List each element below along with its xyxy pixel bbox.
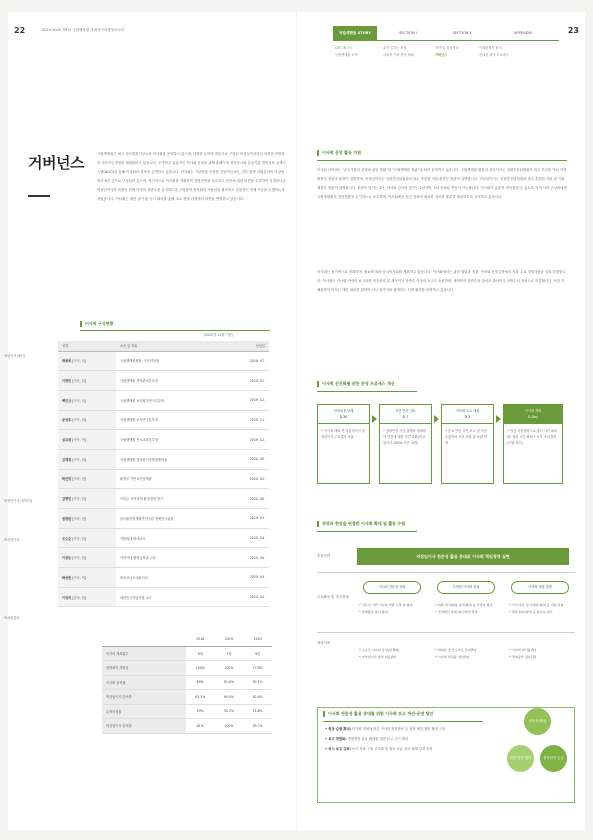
member-date: 2020. 06. [227,489,269,509]
stats-value: 100% [215,719,244,734]
stats-label: 이사회 개최횟수 [102,646,186,661]
board-table [58,341,269,607]
member-org: ㈜푸르너스대표이사 [116,568,227,588]
heading-line [317,531,417,532]
process-step-head: 이사회 개최 D-Day [504,405,562,424]
stats-value: 92.1% [243,675,272,690]
table-row [58,528,269,548]
board-operation-paragraph: 이사회 산하에는 "공공기관의 운영에 관한 법률"과 "국립생태원 정관"에 따라 운영하고 있습니다. 국립생태원 원장과 상임이사는 임원추천위원회의 복수 추천을 거쳐 각각 환경부 장관과 원장이 임명하며, 비상임이사는 임원추천위원회의 복수 추천을 거쳐 환경부 장관이 임명합니다. 비상임이사는 임원추천위원회의 복수 추천한 사람 중 기획재정부 장관이 임명합니다. 원장의 임기는 3년, 이사와 감사의 임기는 2년이며, 1년 단위로 연임이 가능합니다. 이사회가 효율적 의사결정 수 있도록 각 이사의 구성원에게 국립생태원의 경영현황을 주기적으로 보고하며, 이사회에서 안건 심의에 필요한 자료를 충분히 제공하도록 규정하고 있습니다. [317,168,567,199]
table-row [58,489,269,509]
member-name: 이정석 [감사, 남] [58,587,116,607]
intro-paragraph: 국립생태원은 최고 의사결정기구로서 이사회를 운영하고 있으며, 다양한 분야의 전문가로 구성된 비상임이사진의 의견을 반영하여 지속가능경영을 체계화하고 있습니다. 투명하고 효율적인 이사회 운영을 위해 홈페이지 경영공시와 공공기관 경영정보 공개시스템(ALIO)을 통해 이사회의 정보를 공개하고 있습니다. 이사회는 기관장을 포함한 상임이사 4인, 정부·환경 사회분야의 비상임이사 8인 등으로 구성되어 있으며, 정기적으로 이사회를 개최하여 경영현안을 공유하고 안건에 대한 의견을 수렴하여 의결합니다. 비상임이사의 비율이 전체 이사의 과반수를 유지하도록 구성하여 이사회의 독립성을 확보하고 실질적인 견제 기능을 수행하도록 하였습니다. 이사회는 매년 정기 및 임시 회의를 통해 주요 경영 과정에서 의견을 반영하고 있습니다. [97,152,287,201]
arrow-icon [434,415,439,423]
member-date: 2020. 04. [227,587,269,607]
sub-nav-column [335,45,358,59]
process-step [441,404,494,484]
col-header: 2018 [186,632,215,646]
circle-badge: 전문성 활용 [524,708,551,735]
stats-row [102,675,272,690]
table-row [58,430,269,450]
tab-appendix[interactable]: APPENDIX [513,31,533,35]
member-org: 국립생태원 조사연구본부장 [116,410,227,430]
board-stats-table [102,632,272,734]
sub-nav-item[interactable]: 사회적 가치 경영 체계 [383,53,414,57]
process-step-body: • 이사회 개최 전 비상임이사 및 상임이사 주요업무 조율 [321,429,365,439]
row-label: 성과지표 [317,641,331,645]
col-header: 소속 및 직위 [116,341,227,351]
stats-value: 77.8% [243,661,272,676]
process-heading: 이사회 선진화를 위한 운영 프로세스 개선 [317,381,395,387]
member-org: 국립생태원원장, 이사회의장 [116,351,227,371]
activity-list: • 사전 자료 및 설명회 확대 등 지원 강화 • 대면 회의 확대 등 충실성 제고 [509,603,564,614]
heading-line [317,391,417,392]
board-table-heading: 이사회 구성현황 [80,321,113,327]
table-row [58,568,269,588]
stats-row [102,646,272,661]
divider [317,572,575,573]
member-org: 대한민국산업연합 교수 [116,587,227,607]
left-page-number: 22 [14,26,26,35]
stats-value: 7회 [215,646,244,661]
board-operation-heading: 이사회 운영 활동 지원 [317,150,361,156]
strategy-box: 투명한 이사회 실현 [437,581,495,594]
member-org: 이화여대 환경공학과 교수 [116,548,227,568]
stats-value: 91.6% [215,675,244,690]
kpi-list: • 이사회 참석률(%) • 경영평가 점수(점) [509,648,537,659]
member-date: 2019. 12. [227,430,269,450]
process-step [317,404,370,484]
strategy-box: 이사회 지원 강화 [511,581,569,594]
sub-nav-item[interactable]: 전략 및 경영성과 [435,46,459,50]
board-heading-line [80,330,270,331]
heading-line [317,160,567,161]
stats-value: 29% [186,704,215,719]
table-row [58,390,269,410]
activity-list: • 전문성 기반 이사회 역량 구축 및 확대 • 경영활동 참여 확대 [359,603,413,614]
stats-value: 100% [215,661,244,676]
activity-list: • 회의 및 회의록 공개 확대 등 투명성 확보 • 경영혁신 과제 제시·의견 반영 [435,603,493,614]
right-page [297,12,585,830]
stats-label: 수정의결률 [102,704,186,719]
stats-row [102,690,272,705]
member-name: 조도순 [이사, 남] [58,528,116,548]
process-step-head: 사전조정 단계 D-30 [318,405,369,424]
stats-label: 비상임이사 출석률 [102,690,186,705]
process-step-final [503,404,563,484]
stats-row [102,719,272,734]
stats-value: 81% [186,719,215,734]
member-name: 문상호 [이사, 남] [58,410,116,430]
member-date: 2020. 04. [227,548,269,568]
board-group-label: 비상임이사 [4,538,20,542]
member-date: 2019. 11. [227,410,269,430]
kpi-list: • 소규모 이사회 운영(연 N회) • 비상임이사 발언 비중(%) [359,648,400,659]
row-label: 주요활동 및 추진과제 [317,595,349,599]
member-org: 환경부 자연보전정책관 [116,469,227,489]
member-org: 국립생태원 멸종위기종복원센터장 [116,449,227,469]
board-group-label: 비상임이사 (정부인) [4,499,33,503]
process-step [379,404,432,484]
stats-value: 92.9% [243,690,272,705]
table-row [58,449,269,469]
member-date: 2019. 01. [227,371,269,391]
circle-badge: 경영현안 공유 [540,745,567,772]
col-header: 선임일 [227,341,269,351]
member-name: 김재경 [이사, 남] [58,449,116,469]
sub-nav-item[interactable]: 중대성 평가 프로세스 [479,53,509,57]
stats-value: 11.8% [243,704,272,719]
table-row [58,469,269,489]
stats-row [102,661,272,676]
process-step-body: • 상정안건 사전 설명회 개최하여 안건에 대한 의견 교환(비상임이사 100% 사전 대면) [383,429,426,445]
member-date: 2018. 07. [227,351,269,371]
stats-value: 100% [186,661,215,676]
member-name: 심숙경 [이사, 여] [58,430,116,450]
tab-section-2[interactable]: SECTION Ⅱ [452,31,472,35]
stats-value: 9회 [243,646,272,661]
improvement-bullet: • 현장 순방 확대: 이사회 개최에 따른 이사의 현장방문 등 현장 체험 참여 확대 구성 [325,727,446,731]
col-header [102,632,186,646]
col-header: 2019 [215,632,244,646]
arrow-icon [372,415,377,423]
stats-label: 비상임이사 출석률 [102,719,186,734]
member-org: 국립생태원 보전평가연구본부장 [116,390,227,410]
title-underline [28,195,50,197]
col-header: 성명 [58,341,116,351]
divider [317,632,575,633]
improvement-bullet: • 보고 개별화: 경영현안 공유 확대를 위한 보고 주기 개선 [325,737,409,741]
left-page [4,12,296,830]
strategy-heading: 경영과 현장을 연결한 이사회 확대 및 활동 수립 [317,521,405,527]
process-step-head: 이사회 보고 개최 D-3 [442,405,493,424]
stats-value: 33.3% [215,704,244,719]
running-header: 2019-2020 제1차 국립생물원 사회적가치경영보고서 [42,28,125,32]
table-row [58,587,269,607]
sub-nav-column [383,45,414,59]
stats-value: 95.7% [243,719,272,734]
process-step-body: • 안건 사전설명으로 질의 시간 최소화, 결의 시간 확대 • 사후 조치결과(사항 회신) [507,429,558,445]
stats-row [102,704,272,719]
member-name: 박용목 [이사, 남] [58,351,116,371]
sub-nav-item[interactable]: 출간 일하는 보람 [383,46,407,50]
stats-value: 95.5% [215,690,244,705]
member-org: 국립생태원 전시교육본부장 [116,430,227,450]
improvement-bullet: • 상시 보고 강화: 보고 자료 구성 고도화 및 정보 공유 상시 체계 강화 운영 [325,747,433,751]
member-org: 가톨릭대 명예교수 [116,528,227,548]
table-row [58,410,269,430]
col-header: 2020 [243,632,272,646]
member-date: 2020. 02. [227,469,269,489]
sub-nav-item[interactable]: 국립생태원 소개 [335,53,358,57]
circle-badge: 현장 경영 참여 [507,745,534,772]
member-name: 박성현 [이사, 여] [58,568,116,588]
stats-label: 이사회 출석률 [102,675,186,690]
process-step-body: • 중요 안건 사전 보고 및 의견 수렴하여 사전 조율 및 보완 반영 [445,429,488,445]
member-name: 박진영 [이사, 남] [58,469,116,489]
strategy-box: 이사회 전문성 강화 [363,581,421,594]
member-date: 2020. 04. [227,568,269,588]
process-step-head: 사전 안건 검토 D-7 [380,405,431,424]
table-row [58,371,269,391]
member-name: 권영한 [이사, 남] [58,509,116,529]
row-label: 추진전략 [317,554,331,558]
kpi-list: • 회의록 및 보도자료 공개(%) • 이사회 의결률 개선(%) [435,648,476,659]
table-row [58,509,269,529]
table-row [58,351,269,371]
right-page-number: 23 [567,26,579,35]
board-group-label: 상임이사 (8인) [4,354,25,358]
board-group-label: 비상임감사 [4,616,20,620]
member-name: 이상돈 [이사, 남] [58,548,116,568]
table-row [58,548,269,568]
vision-banner: 비상임이사 전문성 활용 증대로 이사회 책임경영 실현 [357,548,569,565]
arrow-icon [496,415,501,423]
member-name: 백인규 [이사, 남] [58,390,116,410]
section-title: 거버넌스 [28,154,84,172]
member-org: 서천군 지역정책 환경정책 연구 [116,489,227,509]
sub-nav-item[interactable]: 이해관계자 참여 [479,46,502,50]
stats-value: 83.3% [186,690,215,705]
nav-underline [333,40,559,41]
member-name: 김병민 [이사, 남] [58,489,116,509]
heading-line [323,721,483,722]
stats-label: 대면회의 개최율 [102,661,186,676]
member-date: 2019. 12. [227,390,269,410]
sub-nav-column [479,45,509,59]
sub-nav-item-active[interactable]: 거버넌스 [435,53,448,57]
member-name: 이명민 [이사, 남] [58,371,116,391]
member-date: 2020. 04. [227,528,269,548]
member-date: 2020. 05. [227,449,269,469]
board-meeting-paragraph: 이사회는 정기적으로 개최하며, 필요에 따라 임시이사회를 개최하고 있습니다. 이사회에서는 관련 법령과 정관, 이사회 운영규정에서 정한 주요 경영사항을 심의·의결합니다. 이사회는 이사회 의장의 보고사항 안건처리 및 재적이사 과반수 이상의 요구로 소집하며, 재적이사 과반수의 출석과 출석이사 과반수의 찬성으로 의결합니다. 또한 이해관계인 이사는 대한 회의를 위하여 이사 참가자의 참여하는 서면 회의를 운영하고 있습니다. [317,270,566,292]
stats-value: 89% [186,675,215,690]
member-date: 2019. 03. [227,509,269,529]
tab-story[interactable]: 국립생태원 STORY [333,26,377,40]
sub-nav-item[interactable]: CEO 메시지 [335,46,352,50]
board-unit: (2020년 12월 기준) [204,333,233,337]
member-org: 국립생태원 경영관리본부장 [116,371,227,391]
improvement-heading: 이사회 전문성 활용 증대를 위한 이사회 보고 개선·운영 방안 [323,711,433,717]
member-org: 한국환경정책평가연구원 명예연구위원 [116,509,227,529]
tab-section-1[interactable]: SECTION Ⅰ [398,31,418,35]
sub-nav-column [435,45,459,59]
stats-value: 6회 [186,646,215,661]
